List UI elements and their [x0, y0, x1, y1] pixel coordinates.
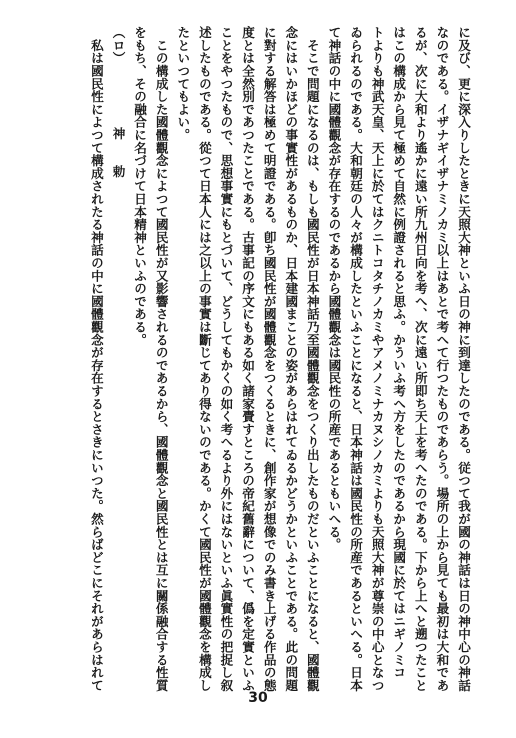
section-heading-title: 神 勅 — [110, 127, 126, 185]
text-line-2: なのである。イザナギイザナミノカミ以上はあとで考へて行つたものであらう。場所の上から見ても最初は大和であ — [434, 26, 450, 692]
text-line-4: はこの構成から見て極めて自然に例證されると思ふ。かういふ考へ方をしたのであるから現國に於てはニギノミコ — [391, 26, 407, 679]
text-line-7: て神話の中に國體觀念が存在するのであるから國體觀念は國民性の所産であるともいへる。 — [326, 26, 342, 551]
text-line-16: をもち、その融合に名づけて日本精神といふのである。 — [132, 26, 148, 346]
text-line-10: に對する解答は極めて明證である。卽ち國民性が國體觀念をつくるときに、創作家が想像でのみ書き上げる作品の態 — [261, 26, 277, 692]
text-line-12: ことをやつたもので、思想事實にもとづいて、どうしてもかくの如く考へるより外にはないといふ眞實性の把捉し叙 — [218, 26, 234, 692]
text-line-13: 述したものである。從つて日本人には之以上の事實は斷じてあり得ないのである。かくて國民性が國體觀念を構成し — [196, 26, 212, 692]
text-line-14: たといつてもよい。 — [175, 26, 191, 142]
text-line-3: るが、次に大和より遙かに遠い所九州日向を考へ、次に遠い所即ち天上を考へたのである。下から上へと遡つたこと — [412, 26, 428, 692]
section-heading — [107, 26, 129, 666]
section-heading-label: （ロ） — [110, 26, 126, 65]
page-number: 30 — [248, 690, 268, 706]
text-line-11: 度とは全然別であつたことである。古事記の序文にもある如く諸家賷すところの帝紀舊辭について、僞を定實といふ — [240, 26, 256, 692]
text-line-1: に及び、更に深入りしたときに天照大神といふ日の神に到達したのである。従つて我が國の神話は日の神中心の神話 — [456, 26, 471, 692]
text-line-6: ゐられるのである。大和朝廷の人々が構成したといふことになると、日本神話は國民性の所産であるといへる。日本 — [348, 26, 364, 692]
text-line-final: 私は國民性によつて構成されたる神話の中に國體觀念が存在するとさきにいつた。然らばどこにそれがあらはれて — [88, 26, 104, 692]
text-line-15: この構成した國體觀念によつて國民性が又影響されるのであるから、國體觀念と國民性とは互に關係融合する性質 — [153, 26, 169, 692]
text-line-5: トよりも神武天皇、天上に於てはクニトコタチノカミやアメノミナカヌシノカミよりも天照大神が尊崇の中心となつ — [369, 26, 385, 692]
text-line-8: そこで問題になるのは、もしも國民性が日本神話乃至國體觀念をつくり出したものだといふことになると、國體觀 — [304, 26, 320, 692]
vertical-text-body — [85, 26, 474, 692]
text-line-9: 念にはいかほどの事實性があるものか、日本建國まことの姿があらはれてゐるかどうかといふことである。此の問題 — [283, 26, 299, 692]
